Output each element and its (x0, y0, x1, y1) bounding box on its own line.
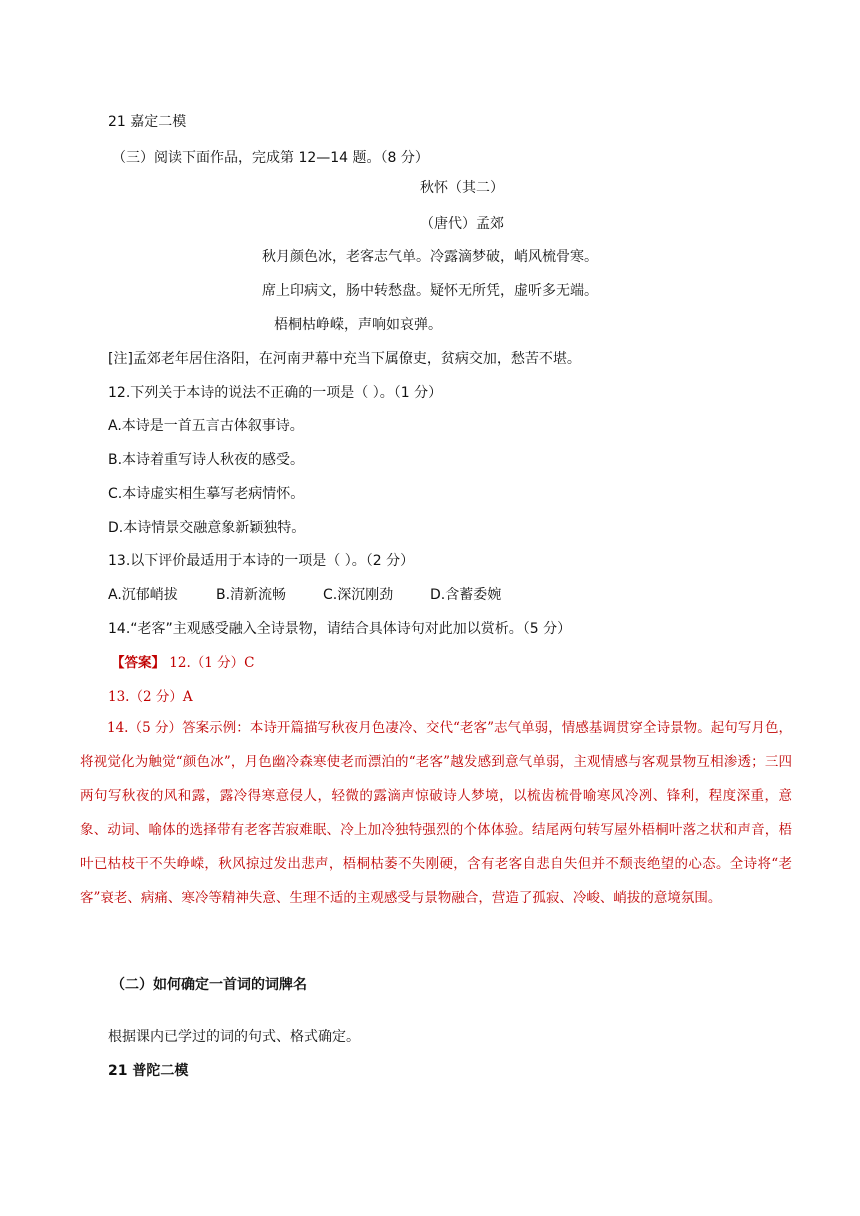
answer-13: 13.（2 分）A (108, 689, 193, 705)
poem-line-1: 秋月颜色冰，老客志气单。冷露滴梦破，峭风梳骨寒。 (262, 249, 598, 265)
q14-stem: 14.“老客”主观感受融入全诗景物，请结合具体诗句对此加以赏析。（5 分） (108, 621, 572, 637)
answer-12: 12.（1 分）C (169, 655, 255, 671)
q12-option-c: C.本诗虚实相生摹写老病情怀。 (108, 486, 305, 502)
answer-14: 14.（5 分）答案示例：本诗开篇描写秋夜月色凄冷、交代“老客”志气单弱，情感基调贯穿全诗景物。起句写月色，将视觉化为触觉“颜色冰”，月色幽冷森寒使老而漂泊的“老客”越发感到意气单弱，主观情感与客观景物互相渗透；三四两句写秋夜的风和露，露冷得寒意侵人，轻微的露滴声惊破诗人梦境，以梳齿梳骨喻寒风冷冽、锋利，程度深重，意象、动词、喻体的选择带有老客苦寂难眠、冷上加冷独特强烈的个体体验。结尾两句转写屋外梧桐叶落之状和声音，梧叶已枯枝干不失峥嵘，秋风掠过发出悲声，梧桐枯萎不失刚硬，含有老客自悲自失但并不颓丧绝望的心态。全诗将“老客”衰老、病痛、寒冷等精神失意、生理不适的主观感受与景物融合，营造了孤寂、冷峻、峭拔的意境氛围。 (80, 720, 792, 906)
poem-line-3: 梧桐枯峥嵘，声响如哀弹。 (274, 317, 442, 333)
q12-stem: 12.下列关于本诗的说法不正确的一项是（ ）。（1 分） (108, 385, 443, 401)
poem-author: （唐代）孟郊 (420, 216, 504, 232)
poem-note: [注]孟郊老年居住洛阳，在河南尹幕中充当下属僚吏，贫病交加，愁苦不堪。 (108, 351, 581, 367)
question-intro: （三）阅读下面作品，完成第 12—14 题。（8 分） (112, 150, 429, 166)
answer-line-12 (111, 653, 254, 673)
q13-option-c: C.深沉刚劲 (323, 587, 394, 603)
q13-options (108, 585, 501, 605)
section-label: 21 嘉定二模 (108, 114, 187, 130)
section2-next-label: 21 普陀二模 (108, 1063, 189, 1079)
answer-tag: 【答案】 (111, 655, 165, 671)
poem-line-2: 席上印病文，肠中转愁盘。疑怀无所凭，虚听多无端。 (262, 283, 598, 299)
q13-option-d: D.含蓄委婉 (430, 587, 502, 603)
q12-option-b: B.本诗着重写诗人秋夜的感受。 (108, 452, 305, 468)
section2-heading: （二）如何确定一首词的词牌名 (111, 977, 307, 993)
q13-option-b: B.清新流畅 (216, 587, 287, 603)
q12-option-a: A.本诗是一首五言古体叙事诗。 (108, 418, 304, 434)
q13-option-a: A.沉郁峭拔 (108, 587, 178, 603)
q12-option-d: D.本诗情景交融意象新颖独特。 (108, 520, 306, 536)
poem-title: 秋怀（其二） (420, 180, 504, 196)
q13-stem: 13.以下评价最适用于本诗的一项是（ ）。（2 分） (108, 553, 415, 569)
section2-body: 根据课内已学过的词的句式、格式确定。 (108, 1029, 360, 1045)
